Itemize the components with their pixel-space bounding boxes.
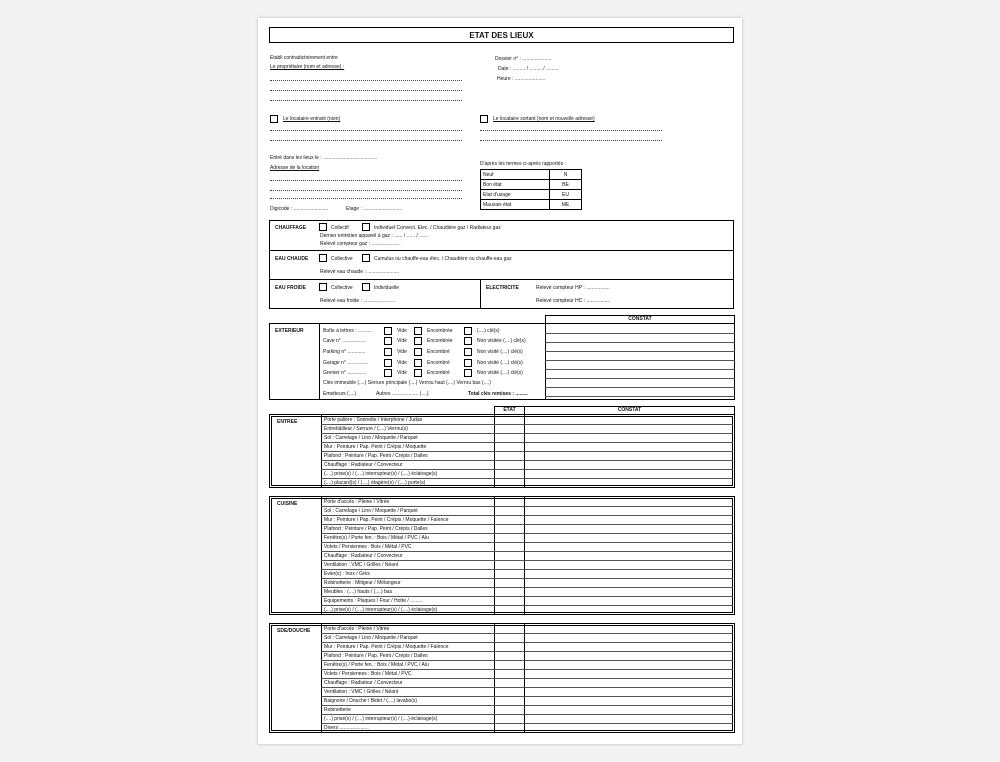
form-page [258,18,742,744]
exterieur-encombree-label: Encombrée [427,338,453,344]
room-item-label: Volets / Persiennes : Bois / Métal / PVC [324,544,412,550]
chauffage-collectif-label: Collectif [331,225,349,231]
room-item-label: Mur : Peinture / Pap. Peint / Crépis / Moquette [324,444,427,450]
locataire-sortant-checkbox[interactable] [480,115,488,123]
divider [269,250,734,251]
eau-froide-collective-label: Collective [331,285,353,291]
exterieur-vide-label: Vide [397,349,407,355]
exterieur-encombree-label: Encombré [427,349,450,355]
adresse-line-1[interactable] [270,180,462,181]
exterieur-constat-header: CONSTAT [628,316,652,322]
etat-header: ETAT [503,407,516,413]
adresse-location-label: Adresse de la location [270,165,320,171]
constat-line[interactable] [545,387,735,388]
exterieur-encombree-checkbox[interactable] [414,348,422,356]
locataire-entrant-checkbox[interactable] [270,115,278,123]
legend-code: BE [550,180,582,190]
room-item-label: Equipements : Plaques / Four / Hotte / ......... [324,598,423,604]
eau-froide-releve-field[interactable]: Relevé eau froide : ....................... [320,298,396,304]
exterieur-encombree-label: Encombré [427,370,450,376]
room-item-label: Sol : Carrelage / Lino / Moquette / Parquet [324,435,418,441]
room-item-label: (....) prise(s) / (....) interrupteur(s) / (....) éclairage(s) [324,607,438,613]
exterieur-vide-checkbox[interactable] [384,359,392,367]
exterieur-cles: Clés immeuble (....) Serrure principale (....) Verrou haut (....) Verrou bas (....) [323,380,491,386]
exterieur-vide-checkbox[interactable] [384,337,392,345]
exterieur-extra-checkbox[interactable] [464,337,472,345]
divider [319,323,320,400]
eau-froide-collective-checkbox[interactable] [319,283,327,291]
legend-label: Neuf [481,170,550,180]
exterieur-extra-checkbox[interactable] [464,359,472,367]
room-item-label: Porte palière : Sonnette / Interphone / Judas [324,417,423,423]
proprietaire-label: Le propriétaire (nom et adresse) : [270,64,345,70]
constat-header: CONSTAT [617,407,642,413]
divider [269,279,734,280]
chauffage-entretien-field[interactable]: Dernier entretien appareil à gaz : ...... / ...... / ...... [320,233,428,239]
room-item-label: Chauffage : Radiateur / Convecteur [324,462,403,468]
table-row-line[interactable] [321,451,733,452]
legend-code: EU [550,190,582,200]
room-item-label: Chauffage : Radiateur / Convecteur [324,680,403,686]
exterieur-extra-label: Non visité (....) clé(s) [477,370,523,376]
room-item-label: Volets / Persiennes : Bois / Métal / PVC [324,671,412,677]
room-item-label: Robinetterie : Mitigeur / Mélangeur [324,580,401,586]
room-item-label: Sol : Carrelage / Lino / Moquette / Parquet [324,508,418,514]
table-row-line[interactable] [321,551,733,552]
room-item-label: Evier(s) : Inox / Grès [324,571,370,577]
room-item-label: Mur : Peinture / Pap. Peint / Crépis / Moquette / Faïence [324,644,449,650]
entree-lieux-field[interactable]: Entré dans les lieux le : ....................................... [270,155,378,161]
exterieur-extra-label: Non visité (....) clé(s) [477,349,523,355]
exterieur-vide-label: Vide [397,360,407,366]
eau-chaude-collective-label: Collective [331,256,353,262]
exterieur-label: EXTERIEUR [275,328,304,334]
room-item-label: Fenêtre(s) / Porte fen. : Bois / Métal / PVC / Alu [324,535,429,541]
table-row-line[interactable] [321,669,733,670]
proprietaire-line-1[interactable] [270,80,462,81]
exterieur-encombree-checkbox[interactable] [414,369,422,377]
table-row-line[interactable] [321,678,733,679]
locataire-sortant-line-2[interactable] [480,140,662,141]
constat-line[interactable] [545,333,735,334]
exterieur-vide-checkbox[interactable] [384,327,392,335]
exterieur-row-label: Parking n° ............. [323,349,366,355]
divider [321,496,322,615]
exterieur-row-label: Garage n° ............... [323,360,369,366]
etage-field[interactable]: Etage : ............................ [346,206,403,212]
exterieur-extra-checkbox[interactable] [464,348,472,356]
exterieur-vide-checkbox[interactable] [384,369,392,377]
exterieur-vide-label: Vide [397,328,407,334]
chauffage-individuel-checkbox[interactable] [362,223,370,231]
table-row-line[interactable] [321,433,733,434]
exterieur-encombree-checkbox[interactable] [414,337,422,345]
divider [524,496,525,615]
exterieur-row-label: Grenier n° .............. [323,370,367,376]
room-item-label: Mur : Peinture / Pap. Peint / Crépis / Moquette / Faïence [324,517,449,523]
exterieur-extra-label: Non visitée (....) clé(s) [477,338,526,344]
room-name: SDE/DOUCHE [277,628,311,634]
table-row-line[interactable] [321,605,733,606]
room-item-label: Ventilation : VMC / Grilles / Néant [324,689,399,695]
exterieur-row-label: Cave n° ................. [323,338,366,344]
locataire-entrant-line-2[interactable] [270,140,462,141]
room-item-label: Plafond : Peinture / Pap. Peint / Crépis / Dalles [324,653,428,659]
constat-line[interactable] [545,378,735,379]
divider [494,496,495,615]
room-item-label: Fenêtre(s) / Porte fen. : Bois / Métal / PVC / Alu [324,662,429,668]
room-item-label: Robinetterie [324,707,351,713]
chauffage-individuel-label: Individuel Convect. Elec. / Chaudière gaz / Radiateur gaz [374,225,501,231]
locataire-entrant-line-1[interactable] [270,130,462,131]
heure-field[interactable]: Heure : ...................... [497,76,546,82]
table-row-line[interactable] [321,424,733,425]
chauffage-collectif-checkbox[interactable] [319,223,327,231]
room-item-label: (....) placard(s) / (....) étagère(s) / (....) porte(s) [324,480,426,486]
exterieur-vide-checkbox[interactable] [384,348,392,356]
table-row-line[interactable] [321,515,733,516]
exterieur-emetteurs: Emetteurs (....) [323,391,357,397]
table-row-line[interactable] [321,478,733,479]
table-row-line[interactable] [321,542,733,543]
proprietaire-line-3[interactable] [270,100,462,101]
eau-froide-label: EAU FROIDE [275,285,306,291]
exterieur-encombree-label: Encombrée [427,328,453,334]
adresse-line-2[interactable] [270,190,462,191]
table-row-line[interactable] [321,560,733,561]
exterieur-extra-checkbox[interactable] [464,369,472,377]
room-item-label: Ventilation : VMC / Grilles / Néant [324,562,399,568]
table-row-line[interactable] [321,442,733,443]
locataire-sortant-line-1[interactable] [480,130,662,131]
exterieur-extra-label: (....) clé(s) [477,328,500,334]
table-row-line[interactable] [321,642,733,643]
room-item-label: Entrebâilleur / Serrure / (....) Verrou(s) [324,426,408,432]
table-row-line[interactable] [321,506,733,507]
exterieur-autres: Autres ................... (....) [376,391,429,397]
proprietaire-line-2[interactable] [270,90,462,91]
chauffage-releve-field[interactable]: Relevé compteur gaz : ..................... [320,241,401,247]
dossier-field[interactable]: Dossier n° : ..................... [495,56,552,62]
eau-chaude-cumulus-label: Cumulus ou chauffe-eau élec. / Chaudière ou chauffe-eau gaz [374,256,512,262]
eau-chaude-collective-checkbox[interactable] [319,254,327,262]
digicode-field[interactable]: Digicode : ......................... [270,206,329,212]
table-row-line[interactable] [321,696,733,697]
chauffage-label: CHAUFFAGE [275,225,307,231]
constat-line[interactable] [545,396,735,397]
legend-label: Bon état [481,180,550,190]
exterieur-encombree-label: Encombré [427,360,450,366]
table-row-line[interactable] [321,660,733,661]
room-item-label: Plafond : Peinture / Pap. Peint / Crépis / Dalles [324,526,428,532]
exterieur-vide-label: Vide [397,338,407,344]
electricite-hc-field[interactable]: Relevé compteur HC : ................. [536,298,611,304]
divider [480,279,481,309]
date-field[interactable]: Date : ......... / ......... / ......... [498,66,559,72]
table-row-line[interactable] [321,687,733,688]
exterieur-vide-label: Vide [397,370,407,376]
constat-line[interactable] [545,360,735,361]
room-item-label: Chauffage : Radiateur / Convecteur [324,553,403,559]
electricite-hp-field[interactable]: Relevé compteur HP : ................. [536,285,610,291]
legend-label: Etat d'usage [481,190,550,200]
adresse-line-3[interactable] [270,198,462,199]
legend-code: ME [550,200,582,210]
room-item-label: Divers ..................... [324,725,369,731]
constat-line[interactable] [545,342,735,343]
electricite-label: ELECTRICITE [486,285,519,291]
table-row-line[interactable] [321,587,733,588]
locataire-sortant-label: Le locataire sortant (nom et nouvelle adresse) [493,116,595,122]
eau-froide-individuelle-checkbox[interactable] [362,283,370,291]
room-item-label: Meubles : (....) hauts / (....) bas [324,589,393,595]
form-title: ETAT DES LIEUX [469,31,534,40]
legend-table [480,169,582,210]
table-row-line[interactable] [321,651,733,652]
table-row-line[interactable] [321,596,733,597]
room-item-label: Baignoire / Douche / Bidet / (....) lavabo(s) [324,698,418,704]
exterieur-total-cles: Total clés remises : ......... [468,391,528,397]
eau-chaude-cumulus-checkbox[interactable] [362,254,370,262]
constat-line[interactable] [545,351,735,352]
divider [545,323,735,324]
eau-chaude-releve-field[interactable]: Relevé eau chaude : ....................... [320,269,400,275]
table-row-line[interactable] [321,633,733,634]
legend-label: Mauvais état [481,200,550,210]
termes-label: D'après les termes ci-après rapportés : [480,161,566,167]
exterieur-extra-label: Non visité (....) clé(s) [477,360,523,366]
room-item-label: (....) prise(s) / (....) interrupteur(s) / (....) éclairage(s) [324,471,438,477]
eau-froide-individuelle-label: Individuelle [374,285,400,291]
exterieur-encombree-checkbox[interactable] [414,359,422,367]
exterieur-encombree-checkbox[interactable] [414,327,422,335]
intro-text: Etabli contradictoirement entre [270,55,338,61]
locataire-entrant-label: Le locataire entrant (nom) [283,116,341,122]
legend-code: N [550,170,582,180]
table-row-line[interactable] [321,524,733,525]
constat-line[interactable] [545,369,735,370]
table-row-line[interactable] [321,705,733,706]
room-item-label: Plafond : Peinture / Pap. Peint / Crépis / Dalles [324,453,428,459]
table-row-line[interactable] [321,578,733,579]
table-row-line[interactable] [321,723,733,724]
table-row-line[interactable] [321,533,733,534]
eau-chaude-label: EAU CHAUDE [275,256,309,262]
room-item-label: Porte d'accès : Pleine / Vitrée [324,626,390,632]
room-name: CUISINE [277,501,298,507]
room-item-label: (....) prise(s) / (....) interrupteur(s) / (....) éclairage(s) [324,716,438,722]
exterieur-row-label: Boîte à lettres : .......... [323,328,372,334]
exterieur-extra-checkbox[interactable] [464,327,472,335]
table-row-line[interactable] [321,460,733,461]
room-item-label: Sol : Carrelage / Lino / Moquette / Parquet [324,635,418,641]
table-row-line[interactable] [321,569,733,570]
table-row-line[interactable] [321,714,733,715]
room-item-label: Porte d'accès : Pleine / Vitrée [324,499,390,505]
table-row-line[interactable] [321,469,733,470]
room-name: ENTREE [277,419,298,425]
